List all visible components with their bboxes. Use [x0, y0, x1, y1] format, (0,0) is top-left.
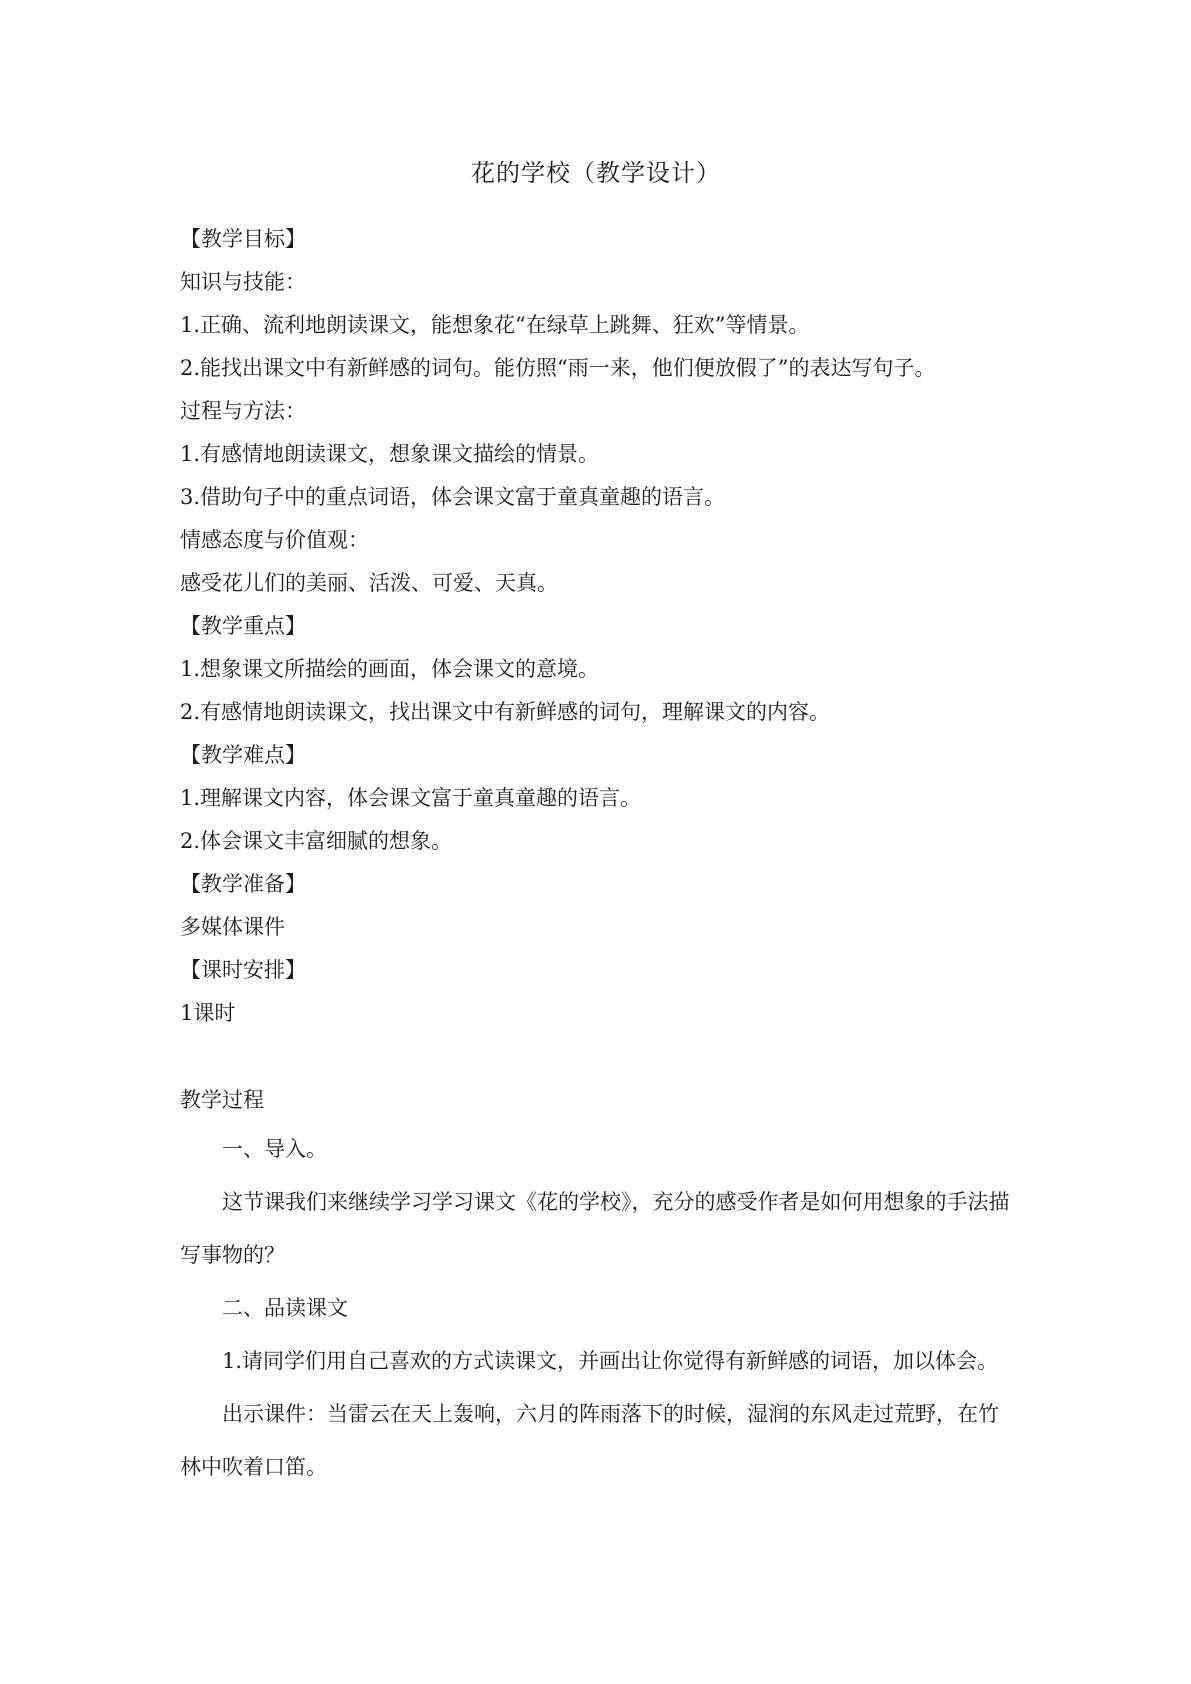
- emotion-item-1: 感受花儿们的美丽、活泼、可爱、天真。: [180, 571, 558, 595]
- preparation-heading: 【教学准备】: [180, 872, 306, 896]
- step-2-courseware: 出示课件：当雷云在天上轰响，六月的阵雨落下的时候，湿润的东风走过荒野，在竹林中吹着口笛。: [180, 1402, 999, 1479]
- knowledge-item-1: 1.正确、流利地朗读课文，能想象花“在绿草上跳舞、狂欢”等情景。: [180, 313, 810, 337]
- difficulties-heading: 【教学难点】: [180, 743, 306, 767]
- key-point-item-2: 2.有感情地朗读课文，找出课文中有新鲜感的词句，理解课文的内容。: [180, 700, 831, 724]
- step-2-item-1: 1.请同学们用自己喜欢的方式读课文，并画出让你觉得有新鲜感的词语，加以体会。: [222, 1349, 999, 1373]
- document-title: 花的学校（教学设计）: [471, 159, 721, 187]
- key-points-heading: 【教学重点】: [180, 614, 306, 638]
- difficulty-item-2: 2.体会课文丰富细腻的想象。: [180, 829, 453, 853]
- step-1-text: 这节课我们来继续学习学习课文《花的学校》，充分的感受作者是如何用想象的手法描写事物的？: [180, 1190, 1010, 1267]
- emotion-label: 情感态度与价值观：: [180, 528, 369, 552]
- step-2-title: 二、品读课文: [222, 1296, 348, 1320]
- section-spacer: [180, 1035, 1012, 1078]
- knowledge-label: 知识与技能：: [180, 270, 306, 294]
- preparation-item-1: 多媒体课件: [180, 915, 285, 939]
- process-item-1: 1.有感情地朗读课文，想象课文描绘的情景。: [180, 442, 600, 466]
- process-item-2: 3.借助句子中的重点词语，体会课文富于童真童趣的语言。: [180, 485, 726, 509]
- process-label: 过程与方法：: [180, 399, 306, 423]
- objectives-heading: 【教学目标】: [180, 227, 306, 251]
- difficulty-item-1: 1.理解课文内容，体会课文富于童真童趣的语言。: [180, 786, 642, 810]
- step-1-title: 一、导入。: [222, 1137, 327, 1161]
- knowledge-item-2: 2.能找出课文中有新鲜感的词句。能仿照“雨一来，他们便放假了”的表达写句子。: [180, 356, 936, 380]
- key-point-item-1: 1.想象课文所描绘的画面，体会课文的意境。: [180, 657, 600, 681]
- document-page: [180, 150, 1012, 1494]
- schedule-heading: 【课时安排】: [180, 958, 306, 982]
- process-heading: 教学过程: [180, 1088, 264, 1112]
- schedule-item-1: 1课时: [180, 1001, 236, 1025]
